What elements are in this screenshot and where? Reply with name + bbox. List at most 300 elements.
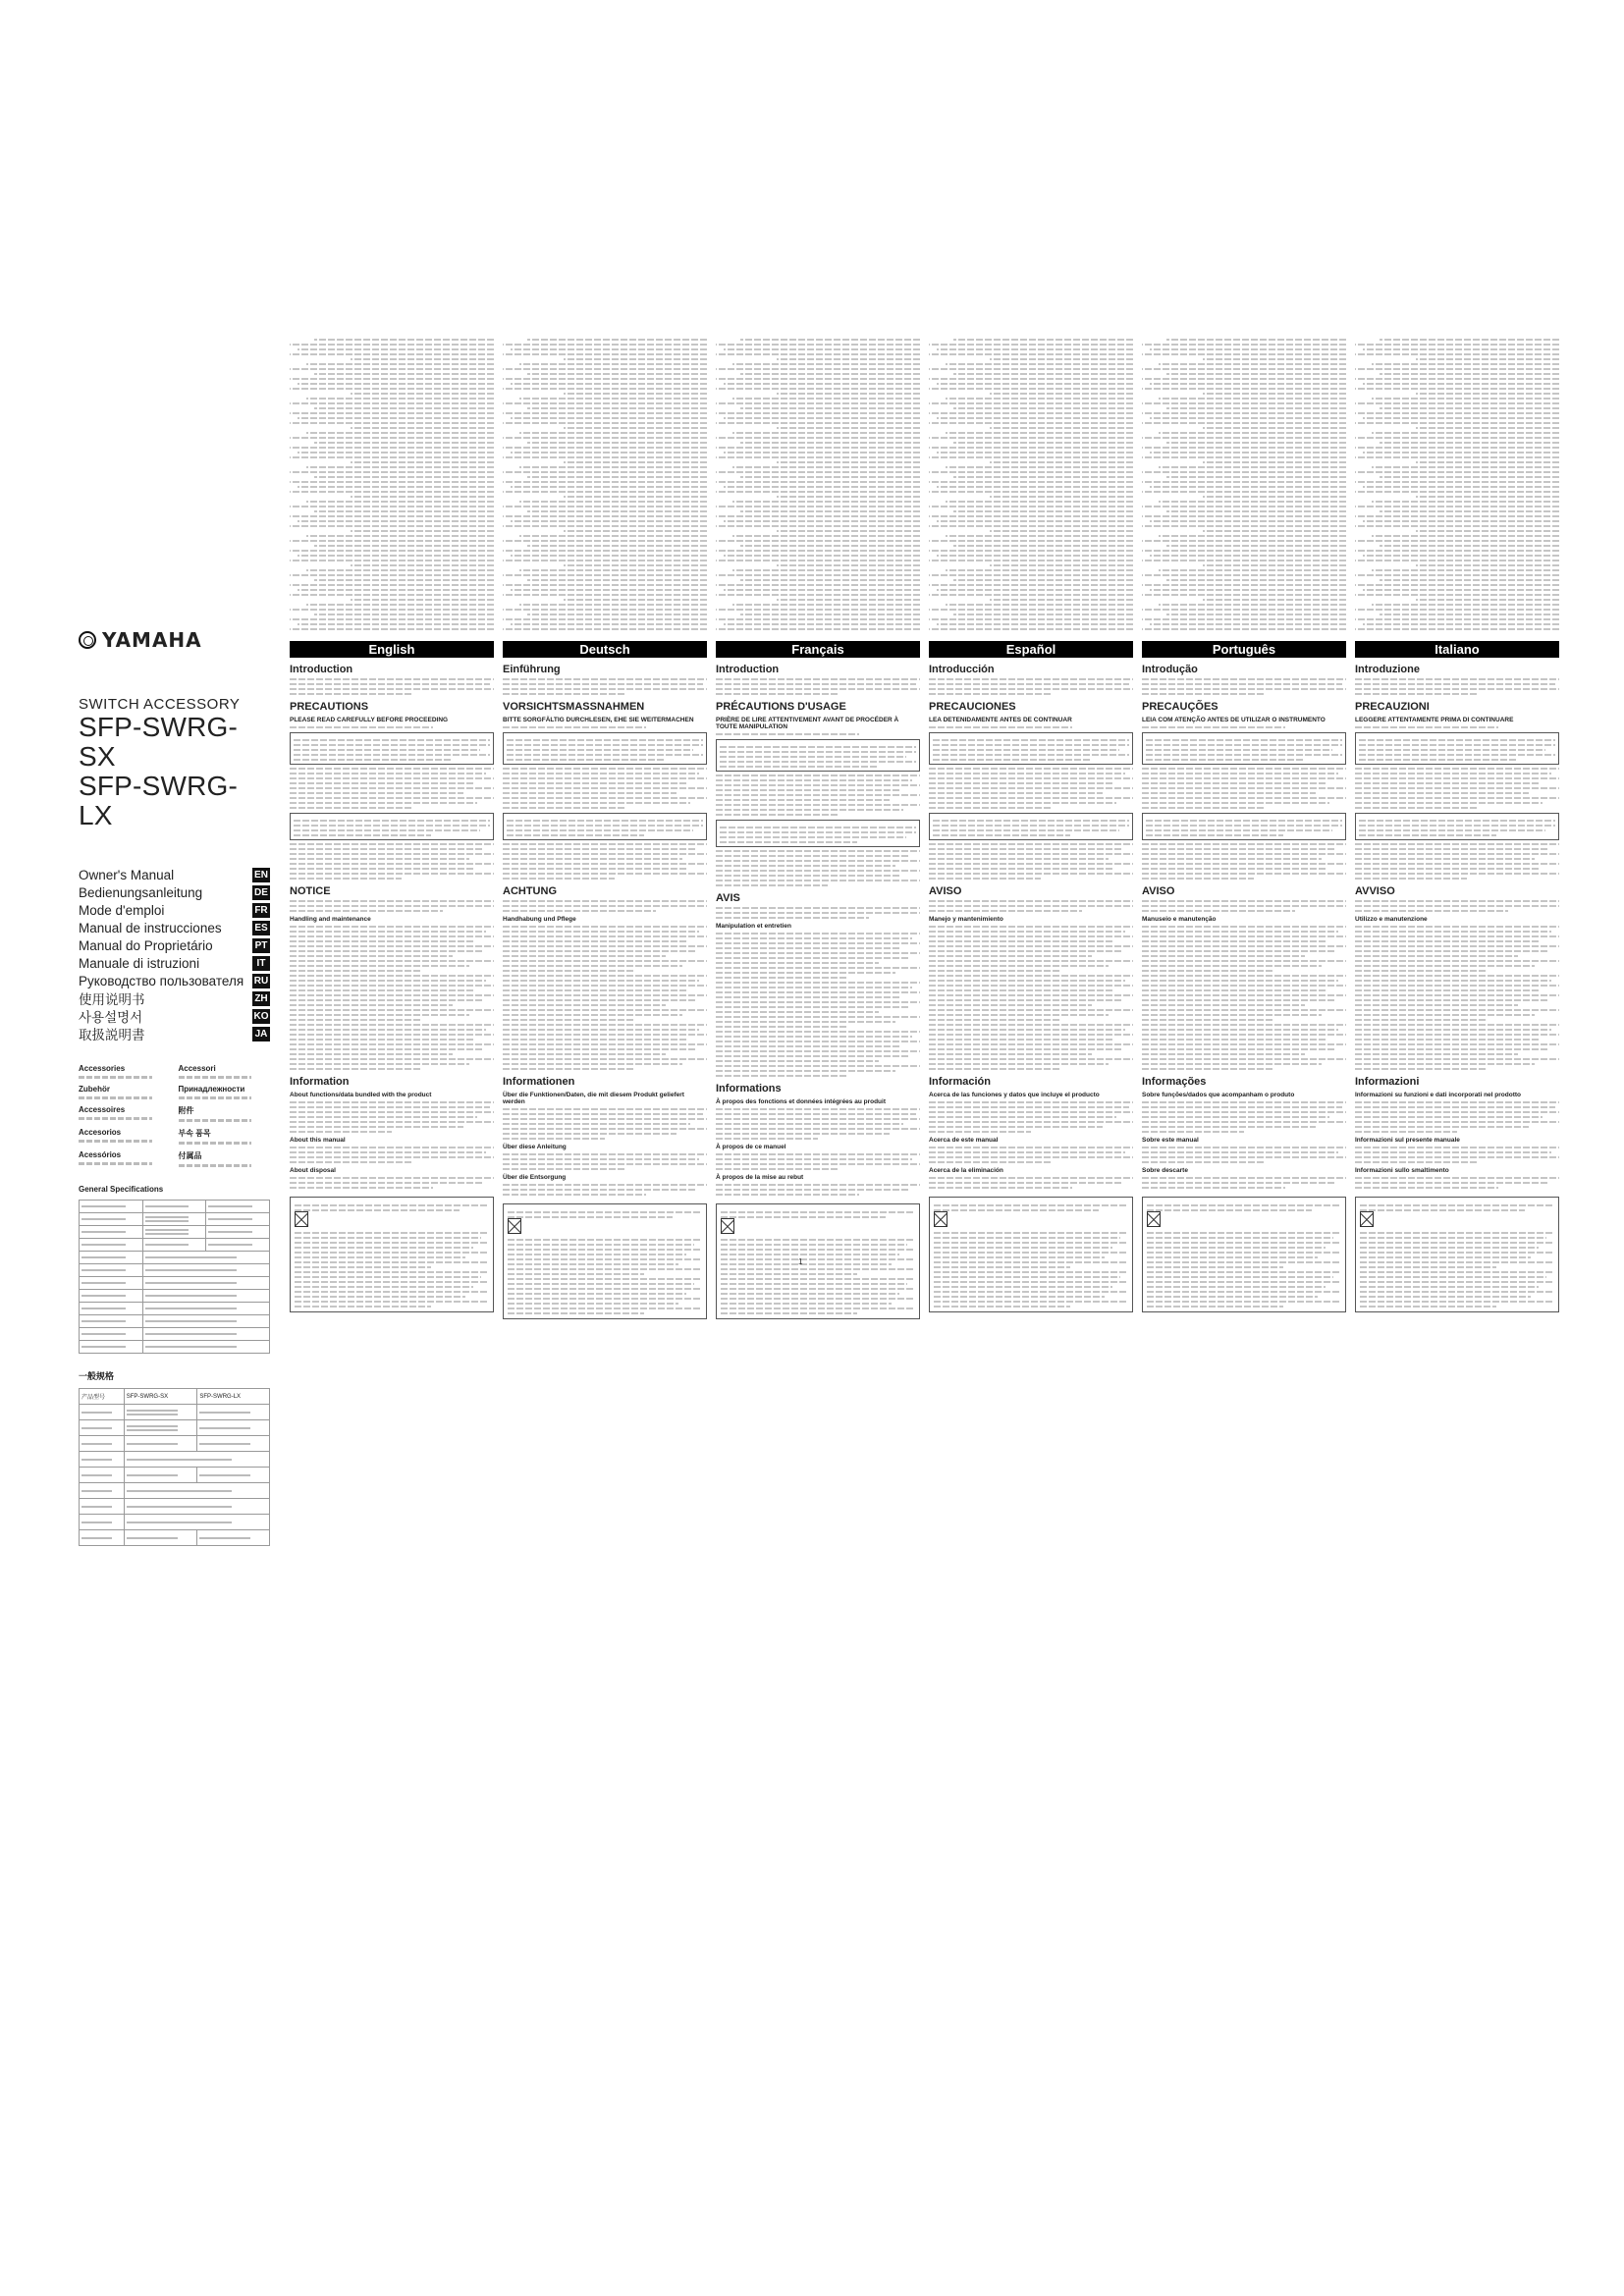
- text-line: [1363, 383, 1559, 385]
- text-line: [732, 398, 920, 400]
- text-line: [1380, 579, 1559, 581]
- text-line: [1150, 348, 1346, 350]
- text-line: [1142, 1151, 1338, 1153]
- text-line: [929, 1063, 1109, 1065]
- text-line: [953, 545, 1133, 547]
- text-line: [290, 1063, 469, 1065]
- text-line: [929, 1043, 1133, 1045]
- introduction-heading: Introduzione: [1355, 664, 1420, 675]
- text-line: [929, 1106, 1129, 1108]
- text-line: [1416, 393, 1559, 395]
- text-line: [721, 1288, 915, 1290]
- text-line: [290, 693, 412, 695]
- language-column: [716, 641, 920, 2153]
- text-line: [929, 688, 1133, 690]
- text-line: [508, 1211, 702, 1213]
- text-line: [934, 1271, 1128, 1273]
- text-line: [716, 550, 920, 552]
- text-line: [1142, 422, 1346, 424]
- text-line: [1355, 965, 1535, 967]
- text-line: [527, 579, 707, 581]
- text-line: [519, 363, 707, 365]
- text-line: [503, 574, 707, 576]
- text-line: [503, 471, 707, 473]
- text-line: [1360, 1286, 1539, 1288]
- text-line: [294, 834, 431, 836]
- manual-label: 取扱説明書: [79, 1028, 145, 1042]
- text-line: [1372, 363, 1559, 365]
- text-line: [1142, 1121, 1346, 1123]
- text-line: [716, 937, 912, 939]
- text-line: [503, 584, 707, 586]
- text-line: [290, 1058, 494, 1060]
- text-line: [937, 555, 1133, 557]
- disposal-row: [295, 1211, 489, 1229]
- text-line: [508, 1298, 702, 1300]
- text-line: [511, 486, 707, 488]
- text-line: [929, 422, 1133, 424]
- text-line: [716, 525, 920, 527]
- precautions-heading: PRÉCAUTIONS D'USAGE: [716, 701, 846, 713]
- text-line: [503, 1063, 682, 1065]
- text-line: [511, 520, 707, 522]
- text-line: [716, 344, 920, 346]
- text-line: [724, 348, 920, 350]
- text-line: [294, 825, 490, 827]
- text-line: [1360, 1247, 1539, 1249]
- text-line: [929, 1048, 1121, 1050]
- text-line: [934, 1266, 1070, 1268]
- text-line: [1147, 1261, 1341, 1263]
- text-line: [990, 461, 1133, 463]
- text-line: [508, 1303, 678, 1305]
- text-line: [294, 749, 480, 751]
- text-line: [503, 1189, 695, 1191]
- text-line: [295, 1276, 481, 1278]
- text-line: [1355, 910, 1508, 912]
- text-line: [298, 555, 494, 557]
- text-line: [777, 599, 920, 601]
- text-line: [1142, 873, 1346, 875]
- text-line: [1203, 599, 1346, 601]
- text-line: [946, 569, 1133, 571]
- text-line: [1355, 858, 1535, 860]
- text-line: [1355, 802, 1543, 804]
- text-line: [503, 1009, 707, 1011]
- text-line: [716, 422, 920, 424]
- disposal-row: [508, 1218, 702, 1236]
- text-line: [290, 1039, 473, 1041]
- text-line: [503, 1128, 707, 1130]
- text-line: [507, 820, 703, 822]
- text-line: [1142, 678, 1346, 680]
- text-line: [507, 749, 693, 751]
- text-line: [1416, 427, 1559, 429]
- text-line: [295, 1252, 489, 1254]
- text-line: [351, 530, 494, 532]
- text-line: [934, 1252, 1128, 1254]
- text-line: [934, 1301, 1128, 1303]
- language-code-badge: EN: [252, 868, 270, 882]
- accessory-item: [179, 1064, 271, 1079]
- text-line: [1142, 782, 1326, 784]
- text-line: [1142, 1131, 1244, 1133]
- text-line: [716, 1123, 903, 1125]
- text-line: [929, 378, 1133, 380]
- text-line: [503, 402, 707, 404]
- text-line: [290, 1009, 494, 1011]
- text-line: [934, 1281, 1128, 1283]
- text-line: [1355, 843, 1559, 845]
- text-line: [929, 1029, 1125, 1031]
- text-line: [990, 564, 1133, 566]
- text-line: [290, 980, 486, 982]
- text-line: [721, 1283, 907, 1285]
- accessory-heading: 부속 품목: [178, 1129, 211, 1138]
- text-line: [732, 604, 920, 606]
- text-line: [1142, 1058, 1346, 1060]
- text-line: [290, 777, 494, 779]
- text-line: [503, 1024, 707, 1026]
- text-line: [306, 466, 494, 468]
- text-line: [1142, 1182, 1334, 1184]
- language-code-badge: ES: [252, 921, 270, 935]
- text-line: [1142, 344, 1346, 346]
- text-line: [1355, 368, 1559, 370]
- info-disposal-heading: Über die Entsorgung: [503, 1174, 567, 1181]
- text-line: [716, 779, 912, 781]
- text-line: [1142, 368, 1346, 370]
- text-line: [294, 739, 490, 741]
- text-line: [716, 1138, 818, 1140]
- text-line: [929, 989, 1112, 991]
- caution-box: [1142, 813, 1346, 840]
- text-line: [1147, 1266, 1283, 1268]
- text-line: [929, 777, 1133, 779]
- text-line: [716, 1163, 920, 1165]
- language-code-badge: JA: [252, 1027, 270, 1041]
- brand-name: YAMAHA: [102, 628, 202, 652]
- text-line: [351, 564, 494, 566]
- text-line: [1142, 900, 1346, 902]
- text-line: [295, 1242, 489, 1244]
- text-line: [290, 1121, 494, 1123]
- text-line: [929, 594, 1133, 596]
- text-line: [1360, 1291, 1554, 1293]
- caution-box: [929, 813, 1133, 840]
- text-line: [290, 437, 494, 439]
- text-line: [721, 1211, 915, 1213]
- text-line: [503, 1014, 682, 1016]
- text-line: [1142, 447, 1346, 449]
- text-line: [1355, 402, 1559, 404]
- text-line: [503, 412, 707, 414]
- text-line: [777, 461, 920, 463]
- text-line: [929, 782, 1112, 784]
- text-line: [295, 1306, 431, 1308]
- warning-box: [716, 739, 920, 772]
- text-line: [1142, 560, 1346, 561]
- text-line: [1142, 683, 1342, 685]
- info-functions-heading: Informazioni su funzioni e dati incorporati nel prodotto: [1355, 1092, 1521, 1098]
- text-line: [1142, 1106, 1342, 1108]
- text-line: [1355, 807, 1478, 809]
- text-line: [508, 1288, 702, 1290]
- text-line: [716, 1153, 920, 1155]
- accessories-list: [79, 1064, 270, 1167]
- spec-table: [79, 1200, 270, 1354]
- text-line: [716, 987, 912, 988]
- text-line: [503, 456, 707, 458]
- text-line: [503, 843, 707, 845]
- text-line: [503, 802, 690, 804]
- text-line: [290, 491, 494, 493]
- text-line: [716, 368, 920, 370]
- text-line: [508, 1268, 702, 1270]
- text-line: [1166, 510, 1346, 512]
- caution-box: [1355, 813, 1559, 840]
- introduction-heading: Introduction: [716, 664, 780, 675]
- text-line: [953, 476, 1133, 478]
- text-line: [937, 623, 1133, 625]
- text-line: [1150, 623, 1346, 625]
- spec-title: General Specifications: [79, 1185, 164, 1194]
- text-line: [294, 829, 480, 831]
- accessory-item: [79, 1128, 171, 1145]
- text-line: [1380, 545, 1559, 547]
- text-line: [990, 427, 1133, 429]
- text-line: [1150, 520, 1346, 522]
- handling-heading: Utilizzo e manutenzione: [1355, 916, 1428, 923]
- text-line: [740, 579, 920, 581]
- text-line: [721, 1293, 899, 1295]
- text-line: [1355, 525, 1559, 527]
- text-line: [1142, 802, 1329, 804]
- text-line: [1142, 584, 1346, 586]
- text-line: [1147, 1301, 1341, 1303]
- text-line: [295, 1204, 489, 1206]
- text-line: [929, 787, 1133, 789]
- text-line: [290, 900, 494, 902]
- text-line: [929, 678, 1133, 680]
- text-line: [934, 1256, 1105, 1258]
- text-line: [503, 1029, 699, 1031]
- text-line: [1142, 1068, 1274, 1070]
- text-line: [929, 584, 1133, 586]
- text-line: [1142, 506, 1346, 507]
- text-line: [503, 1118, 707, 1120]
- text-line: [929, 1147, 1133, 1148]
- text-line: [716, 1045, 899, 1047]
- text-line: [503, 628, 707, 630]
- text-line: [1355, 574, 1559, 576]
- text-line: [503, 787, 707, 789]
- text-line: [290, 584, 494, 586]
- back-page-text-block: [503, 221, 707, 633]
- notice-heading: AVISO: [1142, 885, 1175, 897]
- precautions-heading: PRECAUCIONES: [929, 701, 1016, 713]
- text-line: [1147, 1271, 1341, 1273]
- text-line: [290, 506, 494, 507]
- text-line: [1355, 412, 1559, 414]
- text-line: [1142, 1039, 1326, 1041]
- text-line: [508, 1312, 644, 1314]
- text-line: [290, 618, 494, 620]
- language-column: [290, 641, 494, 2153]
- text-line: [503, 955, 666, 957]
- precautions-lead: LEA DETENIDAMENTE ANTES DE CONTINUAR: [929, 717, 1072, 723]
- text-line: [503, 1053, 666, 1055]
- text-line: [564, 496, 707, 498]
- text-line: [1355, 1009, 1559, 1011]
- text-line: [937, 486, 1133, 488]
- text-line: [306, 432, 494, 434]
- text-line: [527, 407, 707, 409]
- text-line: [929, 1024, 1133, 1026]
- text-line: [1142, 491, 1346, 493]
- text-line: [503, 797, 707, 799]
- text-line: [1147, 1204, 1341, 1206]
- text-line: [503, 935, 707, 937]
- manual-row: [79, 901, 270, 919]
- text-line: [503, 525, 707, 527]
- text-line: [290, 975, 494, 977]
- text-line: [1359, 820, 1555, 822]
- text-line: [503, 980, 699, 982]
- text-line: [503, 437, 707, 439]
- text-line: [716, 855, 908, 857]
- language-column: [929, 641, 1133, 2153]
- text-line: [716, 1184, 920, 1186]
- language-header: Italiano: [1355, 641, 1559, 658]
- text-line: [716, 683, 916, 685]
- text-line: [290, 353, 494, 355]
- text-line: [1147, 1286, 1326, 1288]
- text-line: [732, 535, 920, 537]
- warning-box: [929, 732, 1133, 765]
- manual-label: Manual de instrucciones: [79, 920, 222, 935]
- text-line: [1359, 754, 1555, 756]
- text-line: [929, 402, 1133, 404]
- text-line: [1360, 1296, 1531, 1298]
- text-line: [929, 999, 1121, 1001]
- text-line: [721, 1254, 899, 1255]
- text-line: [314, 339, 494, 341]
- text-line: [1166, 476, 1346, 478]
- text-line: [290, 1151, 486, 1153]
- text-line: [290, 378, 494, 380]
- text-line: [929, 863, 1133, 865]
- text-line: [1146, 829, 1332, 831]
- text-line: [1142, 1043, 1346, 1045]
- notice-heading: AVISO: [929, 885, 962, 897]
- text-line: [1355, 873, 1559, 875]
- text-line: [1355, 353, 1559, 355]
- text-line: [503, 782, 686, 784]
- text-line: [1142, 1101, 1346, 1103]
- text-line: [351, 461, 494, 463]
- text-line: [1142, 1187, 1285, 1189]
- manual-label: 사용설명서: [79, 1010, 143, 1025]
- text-line: [1355, 1147, 1559, 1148]
- text-line: [1147, 1256, 1318, 1258]
- text-line: [1142, 574, 1346, 576]
- text-line: [351, 393, 494, 395]
- accessory-heading: Принадлежности: [178, 1085, 245, 1094]
- text-line: [929, 873, 1133, 875]
- text-line: [1146, 744, 1342, 746]
- text-line: [929, 1187, 1072, 1189]
- text-line: [295, 1256, 465, 1258]
- text-line: [1142, 1147, 1346, 1148]
- text-line: [1142, 1116, 1329, 1118]
- text-line: [290, 1053, 453, 1055]
- accessory-item: [79, 1105, 171, 1122]
- manual-row: [79, 989, 270, 1007]
- text-line: [953, 442, 1133, 444]
- text-line: [1142, 609, 1346, 611]
- text-line: [716, 1031, 920, 1033]
- warning-box: [290, 732, 494, 765]
- text-line: [1355, 437, 1559, 439]
- text-line: [1355, 975, 1559, 977]
- text-line: [934, 1296, 1105, 1298]
- language-column: [503, 641, 707, 2153]
- language-header: Português: [1142, 641, 1346, 658]
- text-line: [290, 471, 494, 473]
- language-code-badge: PT: [252, 938, 270, 953]
- text-line: [1142, 618, 1346, 620]
- text-line: [732, 363, 920, 365]
- information-heading: Informazioni: [1355, 1076, 1420, 1088]
- warning-box: [1142, 732, 1346, 765]
- text-line: [503, 1194, 646, 1196]
- text-line: [503, 1153, 707, 1155]
- text-line: [937, 383, 1133, 385]
- text-line: [1159, 432, 1346, 434]
- text-line: [1203, 496, 1346, 498]
- text-line: [1142, 926, 1346, 928]
- text-line: [716, 774, 920, 776]
- warning-box: [503, 732, 707, 765]
- text-line: [290, 422, 494, 424]
- caution-box: [716, 820, 920, 847]
- text-line: [290, 388, 494, 390]
- text-line: [716, 618, 920, 620]
- precautions-heading: PRECAUTIONS: [290, 701, 369, 713]
- text-line: [716, 799, 890, 801]
- precautions-heading: VORSICHTSMASSNAHMEN: [503, 701, 645, 713]
- text-line: [1363, 623, 1559, 625]
- text-line: [929, 960, 1133, 962]
- language-column: [1355, 641, 1559, 2153]
- text-line: [1142, 773, 1338, 774]
- product-category: SWITCH ACCESSORY: [79, 696, 241, 713]
- text-line: [1142, 1161, 1265, 1163]
- text-line: [519, 501, 707, 503]
- text-line: [1355, 878, 1467, 880]
- text-line: [1142, 950, 1334, 952]
- text-line: [294, 759, 451, 761]
- language-header: Français: [716, 641, 920, 658]
- text-line: [1416, 599, 1559, 601]
- text-line: [953, 614, 1133, 615]
- text-line: [929, 980, 1125, 982]
- text-line: [527, 373, 707, 375]
- text-line: [929, 540, 1133, 542]
- text-line: [503, 481, 707, 483]
- text-line: [527, 545, 707, 547]
